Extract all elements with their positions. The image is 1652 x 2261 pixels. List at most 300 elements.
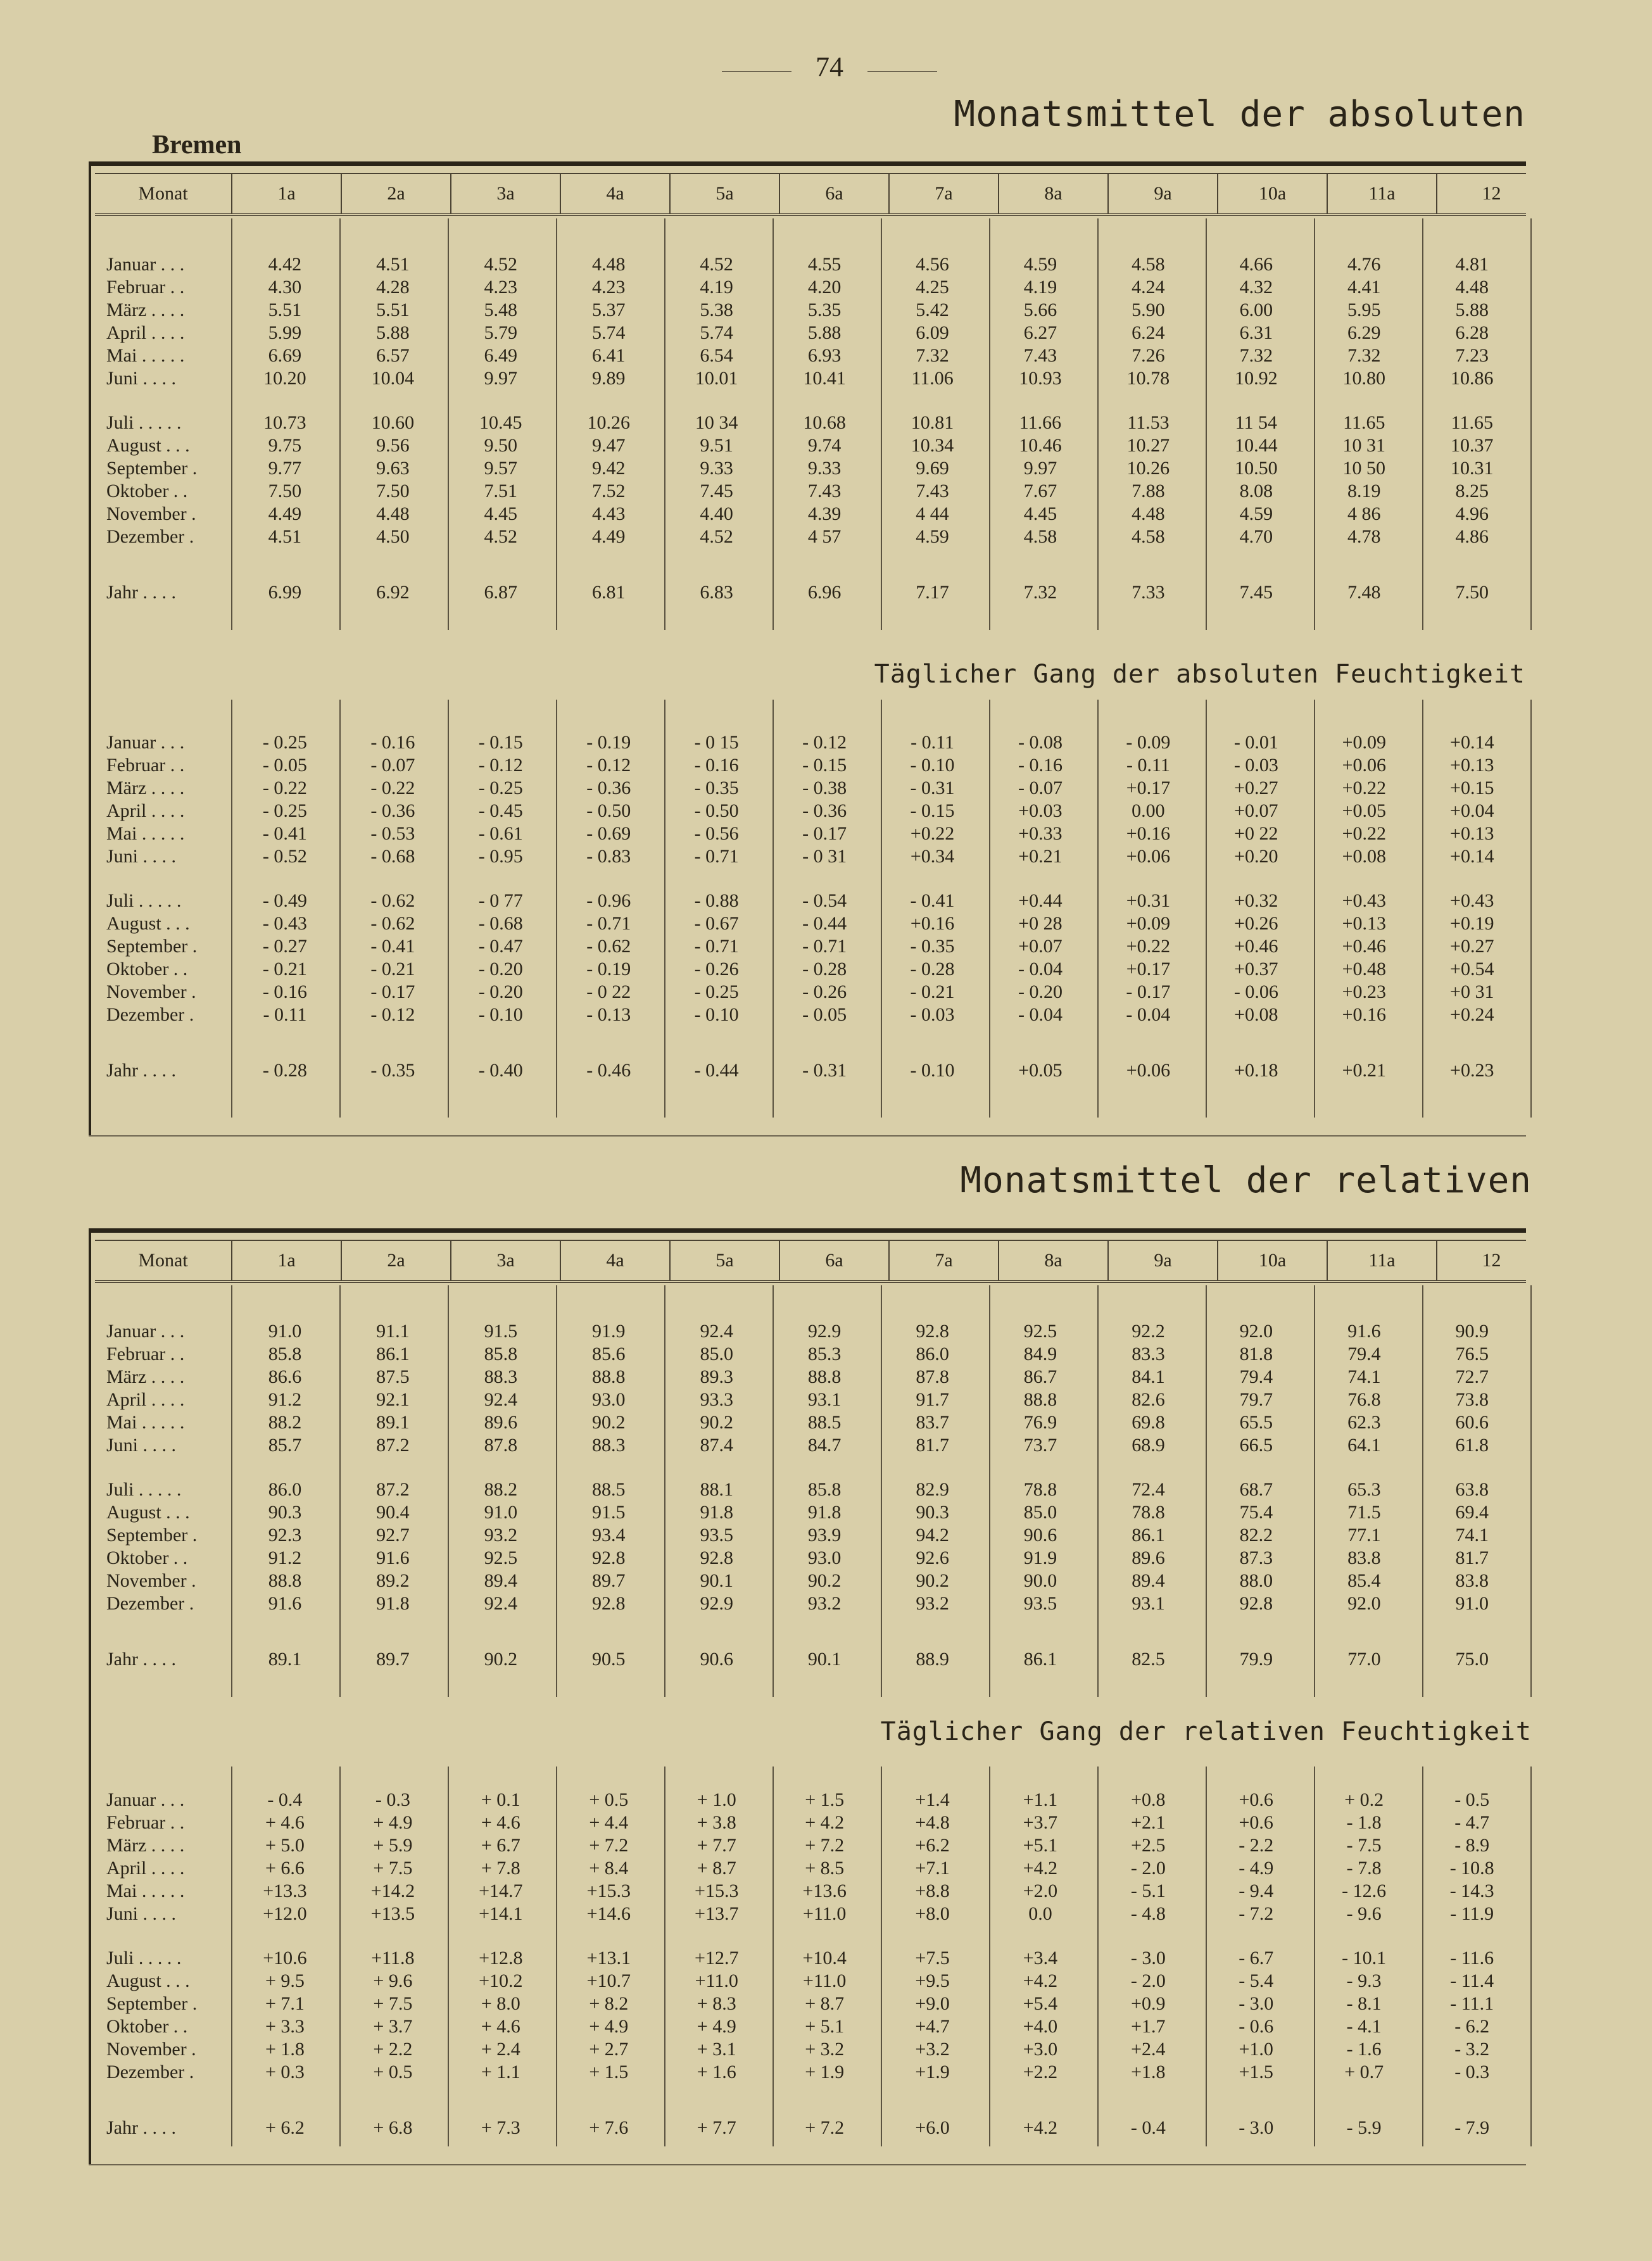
table-cell: +0.19 — [1450, 913, 1494, 934]
table-cell: 74.1 — [1347, 1366, 1381, 1387]
table-cell: +0.16 — [1342, 1004, 1386, 1025]
table-cell: +13.7 — [695, 1903, 739, 1924]
table-cell: - 0.27 — [262, 936, 307, 957]
table-cell: - 0.08 — [1018, 732, 1062, 753]
table-cell: 77.0 — [1347, 1649, 1381, 1670]
table-cell: 92.2 — [1132, 1321, 1165, 1342]
table-cell: 92.5 — [484, 1547, 518, 1568]
table-cell: 92.7 — [376, 1525, 410, 1546]
table-cell: +0.06 — [1126, 1060, 1171, 1081]
table-cell: - 9.3 — [1346, 1970, 1382, 1991]
month-label: Dezember . — [106, 1004, 194, 1025]
table-cell: - 0.35 — [910, 936, 955, 957]
table-cell: 91.5 — [484, 1321, 518, 1342]
table-cell: 10.01 — [695, 368, 738, 389]
table-cell: - 1.8 — [1346, 1812, 1382, 1833]
station-name: Bremen — [152, 130, 242, 160]
table-cell: 74.1 — [1455, 1525, 1489, 1546]
table-cell: 4.52 — [700, 526, 733, 547]
table-cell: 5.74 — [700, 322, 733, 343]
table-cell: - 9.4 — [1239, 1880, 1274, 1901]
table-row — [95, 800, 1526, 822]
table-cell: 92.8 — [592, 1593, 626, 1614]
table-cell: - 0.21 — [370, 959, 415, 979]
table-cell: - 9.6 — [1346, 1903, 1382, 1924]
table-cell: 5.88 — [1455, 299, 1489, 320]
table-cell: 91.2 — [268, 1547, 302, 1568]
table-cell: 88.9 — [916, 1649, 949, 1670]
table-cell: +0.23 — [1450, 1060, 1494, 1081]
table-row — [95, 1811, 1526, 1834]
table-cell: - 0.04 — [1126, 1004, 1171, 1025]
table-cell: +0 31 — [1450, 981, 1494, 1002]
table-cell: - 0.12 — [370, 1004, 415, 1025]
month-label: März . . . . — [106, 1366, 185, 1387]
table-cell: - 5.9 — [1346, 2117, 1382, 2138]
table-cell: - 8.1 — [1346, 1993, 1382, 2014]
table-cell: 9.47 — [591, 435, 626, 456]
table-cell: 90.3 — [268, 1502, 302, 1523]
table-cell: 7.23 — [1455, 345, 1489, 366]
table-row — [95, 1389, 1526, 1411]
column-line — [1530, 1767, 1532, 2146]
month-label: Dezember . — [106, 526, 194, 547]
table-cell: + 7.1 — [265, 1993, 305, 2014]
table-cell: +0.05 — [1018, 1060, 1062, 1081]
table-cell: - 8.9 — [1454, 1835, 1490, 1856]
table-cell: + 8.2 — [589, 1993, 629, 2014]
table-cell: 4.24 — [1132, 277, 1165, 298]
table-cell: 92.9 — [700, 1593, 733, 1614]
table-cell: 10.45 — [479, 412, 522, 433]
table-row — [95, 1592, 1526, 1615]
month-label: Oktober . . — [106, 1547, 188, 1568]
table-cell: 4.39 — [807, 503, 842, 524]
month-label: April . . . . — [106, 322, 185, 343]
month-label: November . — [106, 981, 196, 1002]
spacer-row — [95, 1925, 1526, 1947]
table-row — [95, 457, 1526, 480]
header-row-rel — [95, 1240, 1526, 1283]
month-label: Oktober . . — [106, 959, 188, 979]
table-cell: 8.25 — [1455, 481, 1489, 501]
table-cell: - 0.16 — [262, 981, 307, 1002]
table-cell: - 0.17 — [802, 823, 847, 844]
table-cell: + 1.9 — [805, 2062, 845, 2082]
table-cell: 90.3 — [916, 1502, 949, 1523]
month-label: August . . . — [106, 1502, 190, 1523]
table-cell: - 4.1 — [1346, 2016, 1382, 2037]
table-cell: - 0.05 — [802, 1004, 847, 1025]
table-cell: - 0.04 — [1018, 959, 1062, 979]
table-cell: - 0.13 — [586, 1004, 631, 1025]
table-cell: - 0.45 — [478, 800, 523, 821]
table-cell: 86.6 — [268, 1366, 302, 1387]
table-cell: +7.1 — [915, 1858, 950, 1879]
table-cell: 86.0 — [268, 1479, 302, 1500]
table-cell: 92.4 — [484, 1389, 518, 1410]
table-row — [95, 1947, 1526, 1970]
table-cell: +0.06 — [1126, 846, 1171, 867]
table-cell: 5.95 — [1347, 299, 1381, 320]
table-cell: 85.7 — [268, 1435, 302, 1456]
table-cell: - 0.38 — [802, 778, 847, 798]
month-label: September . — [106, 1525, 198, 1546]
table-cell: - 0.36 — [802, 800, 847, 821]
table-cell: - 0.69 — [586, 823, 631, 844]
table-cell: +0.17 — [1126, 959, 1171, 979]
table-cell: 6.69 — [268, 345, 302, 366]
table-row — [95, 1857, 1526, 1880]
month-label: September . — [106, 458, 198, 479]
table-cell: - 0.26 — [694, 959, 739, 979]
spacer-row — [95, 1615, 1526, 1637]
table-cell: - 11.1 — [1450, 1993, 1494, 2014]
table-cell: - 0.96 — [586, 890, 631, 911]
table-cell: 6.31 — [1239, 322, 1273, 343]
table-cell: 81.7 — [1455, 1547, 1489, 1568]
table-cell: - 0.46 — [586, 1060, 631, 1081]
table-cell: +2.0 — [1023, 1880, 1058, 1901]
table-cell: 10.60 — [371, 412, 415, 433]
table-cell: 4.52 — [484, 526, 518, 547]
header-hour: 4a — [560, 174, 669, 213]
table-row — [95, 754, 1526, 777]
table-cell: 4.59 — [1023, 254, 1057, 275]
header-hour: 8a — [998, 174, 1107, 213]
table-cell: 89.4 — [1132, 1570, 1165, 1591]
table-cell: 82.6 — [1132, 1389, 1165, 1410]
table-cell: 93.2 — [807, 1593, 842, 1614]
table-cell: 68.9 — [1132, 1435, 1165, 1456]
table-cell: + 4.6 — [265, 1812, 305, 1833]
table-cell: + 7.2 — [805, 1835, 845, 1856]
table-cell: 5.74 — [591, 322, 626, 343]
table-cell: - 0.16 — [370, 732, 415, 753]
table-cell: +0.9 — [1131, 1993, 1166, 2014]
table-cell: 84.9 — [1023, 1344, 1057, 1364]
table-cell: +3.7 — [1023, 1812, 1058, 1833]
table-cell: +0.32 — [1234, 890, 1278, 911]
month-label: Februar . . — [106, 277, 185, 298]
table-cell: + 9.5 — [265, 1970, 305, 1991]
table-cell: 78.8 — [1132, 1502, 1165, 1523]
table-cell: +0.27 — [1234, 778, 1278, 798]
table-cell: 7.50 — [376, 481, 410, 501]
table-absolute-monthly — [95, 253, 1526, 604]
table-cell: 90.6 — [1023, 1525, 1057, 1546]
table-cell: 91.9 — [592, 1321, 626, 1342]
table-cell: 7.48 — [1347, 582, 1381, 603]
table-cell: + 0.7 — [1344, 2062, 1384, 2082]
table-cell: 7.51 — [484, 481, 518, 501]
table-cell: 4 57 — [807, 526, 842, 547]
table-cell: 6.92 — [376, 582, 410, 603]
header-hour: 6a — [779, 174, 888, 213]
month-label: Januar . . . — [106, 254, 185, 275]
month-label: Januar . . . — [106, 1789, 185, 1810]
table-cell: - 0.20 — [478, 959, 523, 979]
table-cell: 4.56 — [916, 254, 949, 275]
table-cell: - 0.15 — [910, 800, 955, 821]
table-cell: + 2.7 — [589, 2039, 629, 2060]
table-cell: +0.44 — [1018, 890, 1062, 911]
table-cell: 7.17 — [916, 582, 949, 603]
table-cell: - 0.36 — [370, 800, 415, 821]
table-cell: 4.70 — [1239, 526, 1273, 547]
table-cell: + 5.1 — [805, 2016, 845, 2037]
month-label: Juni . . . . — [106, 1903, 177, 1924]
table-cell: - 0.56 — [694, 823, 739, 844]
table-cell: 9.89 — [591, 368, 626, 389]
table-cell: + 1.8 — [265, 2039, 305, 2060]
table-cell: - 0.15 — [478, 732, 523, 753]
spacer-row — [95, 2084, 1526, 2105]
table-cell: 6.81 — [591, 582, 626, 603]
table-cell: 85.8 — [268, 1344, 302, 1364]
table-cell: 90.5 — [592, 1649, 626, 1670]
table-row — [95, 1048, 1526, 1082]
table-cell: 10.26 — [587, 412, 630, 433]
bottom-rule — [89, 2164, 1526, 2165]
table-cell: +0.46 — [1342, 936, 1386, 957]
table-cell: - 0.41 — [370, 936, 415, 957]
table-cell: 92.9 — [807, 1321, 842, 1342]
table-cell: + 1.5 — [589, 2062, 629, 2082]
table-cell: + 5.9 — [373, 1835, 413, 1856]
table-cell: - 0.21 — [262, 959, 307, 979]
table-cell: 91.7 — [916, 1389, 949, 1410]
table-cell: +11.0 — [803, 1903, 847, 1924]
spacer-row — [95, 548, 1526, 570]
table-cell: 61.8 — [1455, 1435, 1489, 1456]
table-cell: - 6.2 — [1454, 2016, 1490, 2037]
table-cell: 4.55 — [807, 254, 842, 275]
header-hour: 12 — [1436, 1241, 1546, 1280]
table-cell: 5.51 — [268, 299, 302, 320]
table-row — [95, 2015, 1526, 2038]
table-cell: +9.0 — [915, 1993, 950, 2014]
table-cell: - 0.22 — [370, 778, 415, 798]
table-cell: 4.59 — [916, 526, 949, 547]
table-cell: 4.19 — [700, 277, 733, 298]
table-cell: +0.43 — [1450, 890, 1494, 911]
table-cell: +13.5 — [370, 1903, 415, 1924]
table-cell: 4.20 — [807, 277, 842, 298]
table-row — [95, 1343, 1526, 1366]
table-cell: 94.2 — [916, 1525, 949, 1546]
table-cell: 90.2 — [700, 1412, 733, 1433]
table-cell: 89.6 — [484, 1412, 518, 1433]
table-cell: 10.78 — [1126, 368, 1170, 389]
table-cell: 63.8 — [1455, 1479, 1489, 1500]
spacer-row — [95, 1457, 1526, 1478]
table-row — [95, 1434, 1526, 1457]
table-cell: 86.7 — [1023, 1366, 1057, 1387]
table-cell: +4.7 — [915, 2016, 950, 2037]
table-cell: +0.06 — [1342, 755, 1386, 776]
table-cell: 83.8 — [1455, 1570, 1489, 1591]
table-cell: 90.2 — [916, 1570, 949, 1591]
table-cell: 11 54 — [1235, 412, 1278, 433]
table-cell: - 0.5 — [1454, 1789, 1490, 1810]
table-cell: + 8.3 — [697, 1993, 736, 2014]
table-row — [95, 1970, 1526, 1993]
header-hour: 7a — [888, 1241, 998, 1280]
table-cell: 8.08 — [1239, 481, 1273, 501]
table-row — [95, 1366, 1526, 1389]
table-cell: 5.90 — [1132, 299, 1165, 320]
table-cell: 9.57 — [484, 458, 518, 479]
table-row — [95, 2038, 1526, 2061]
month-label: August . . . — [106, 913, 190, 934]
left-rule — [89, 1228, 91, 2165]
month-label: Februar . . — [106, 1344, 185, 1364]
table-cell: 6.54 — [700, 345, 733, 366]
table-cell: +15.3 — [695, 1880, 739, 1901]
table-cell: 92.8 — [916, 1321, 949, 1342]
table-row — [95, 503, 1526, 526]
table-cell: 93.9 — [807, 1525, 842, 1546]
month-label: November . — [106, 2039, 196, 2060]
table-cell: 7.32 — [1239, 345, 1273, 366]
table-cell: - 0 22 — [586, 981, 631, 1002]
table-cell: 9.33 — [807, 458, 842, 479]
spacer-row — [95, 390, 1526, 412]
table-cell: + 6.2 — [265, 2117, 305, 2138]
table-cell: + 0.1 — [481, 1789, 520, 1810]
table-row — [95, 253, 1526, 276]
table-cell: + 9.6 — [373, 1970, 413, 1991]
table-cell: - 0.17 — [370, 981, 415, 1002]
month-label: April . . . . — [106, 1858, 185, 1879]
table-cell: 4.58 — [1023, 526, 1057, 547]
table-cell: + 3.3 — [265, 2016, 305, 2037]
table-cell: 4.86 — [1455, 526, 1489, 547]
table-cell: 4.48 — [591, 254, 626, 275]
table-cell: 78.8 — [1023, 1479, 1057, 1500]
table-row — [95, 890, 1526, 912]
month-label: Juni . . . . — [106, 846, 177, 867]
table-cell: +0.6 — [1239, 1789, 1273, 1810]
table-cell: 91.9 — [1023, 1547, 1057, 1568]
table-cell: +0.13 — [1450, 823, 1494, 844]
table-cell: 9.97 — [484, 368, 518, 389]
table-cell: 92.0 — [1239, 1321, 1273, 1342]
table-cell: 4.25 — [916, 277, 949, 298]
header-hour: 7a — [888, 174, 998, 213]
table-relative-daily-course — [95, 1789, 1526, 2139]
table-cell: - 0.16 — [694, 755, 739, 776]
month-label: Juli . . . . . — [106, 412, 182, 433]
table-cell: 89.7 — [376, 1649, 410, 1670]
table-cell: 10.86 — [1451, 368, 1494, 389]
table-cell: 4 44 — [916, 503, 949, 524]
table-cell: 91.0 — [1455, 1593, 1489, 1614]
table-cell: 89.1 — [376, 1412, 410, 1433]
spacer-row — [95, 868, 1526, 890]
table-cell: - 0.40 — [478, 1060, 523, 1081]
table-cell: - 0.71 — [586, 913, 631, 934]
table-row — [95, 1570, 1526, 1592]
table-cell: 5.48 — [484, 299, 518, 320]
table-cell: +0.18 — [1234, 1060, 1278, 1081]
table-cell: + 6.7 — [481, 1835, 520, 1856]
table-cell: + 4.9 — [697, 2016, 736, 2037]
table-cell: 7.50 — [1455, 582, 1489, 603]
table-cell: +1.4 — [915, 1789, 950, 1810]
table-row — [95, 1320, 1526, 1343]
month-label: April . . . . — [106, 1389, 185, 1410]
header-hour: 2a — [341, 174, 450, 213]
table-cell: 92.8 — [700, 1547, 733, 1568]
table-cell: 86.1 — [1023, 1649, 1057, 1670]
table-cell: - 0.83 — [586, 846, 631, 867]
table-cell: 9.77 — [268, 458, 302, 479]
table-cell: 76.9 — [1023, 1412, 1057, 1433]
table-cell: - 0.28 — [910, 959, 955, 979]
table-cell: 77.1 — [1347, 1525, 1381, 1546]
table-cell: - 0.54 — [802, 890, 847, 911]
table-cell: 75.4 — [1239, 1502, 1273, 1523]
table-cell: - 5.1 — [1130, 1880, 1166, 1901]
table-cell: + 8.5 — [805, 1858, 845, 1879]
table-cell: 10 50 — [1342, 458, 1386, 479]
table-cell: 5.35 — [807, 299, 842, 320]
table-cell: 85.0 — [700, 1344, 733, 1364]
table-cell: +0.48 — [1342, 959, 1386, 979]
table-cell: 86.1 — [376, 1344, 410, 1364]
table-cell: - 0.11 — [263, 1004, 307, 1025]
table-cell: 85.6 — [592, 1344, 626, 1364]
table-cell: 88.8 — [807, 1366, 842, 1387]
table-cell: 4.23 — [591, 277, 626, 298]
table-cell: 10.41 — [803, 368, 846, 389]
left-rule — [89, 161, 91, 1137]
table-cell: +0.8 — [1131, 1789, 1166, 1810]
table-cell: - 3.0 — [1239, 1993, 1274, 2014]
table-cell: - 11.4 — [1450, 1970, 1494, 1991]
header-hour: 3a — [450, 1241, 560, 1280]
table-cell: +0.46 — [1234, 936, 1278, 957]
month-label: Mai . . . . . — [106, 345, 185, 366]
table-cell: 4.45 — [484, 503, 518, 524]
table-cell: - 0.10 — [910, 1060, 955, 1081]
table-cell: + 0.3 — [265, 2062, 305, 2082]
table-cell: + 2.2 — [373, 2039, 413, 2060]
table-cell: - 7.2 — [1239, 1903, 1274, 1924]
table-cell: 9.69 — [916, 458, 949, 479]
table-cell: - 10.1 — [1342, 1948, 1387, 1968]
header-hour: 9a — [1107, 1241, 1217, 1280]
table-cell: - 0.17 — [1126, 981, 1171, 1002]
table-cell: 5.37 — [591, 299, 626, 320]
table-cell: +12.7 — [695, 1948, 739, 1968]
table-row — [95, 1004, 1526, 1026]
table-cell: - 0.35 — [694, 778, 739, 798]
table-cell: +0.07 — [1018, 936, 1062, 957]
table-cell: +0.07 — [1234, 800, 1278, 821]
table-cell: 93.0 — [592, 1389, 626, 1410]
table-row — [95, 480, 1526, 503]
table-cell: 87.3 — [1239, 1547, 1273, 1568]
table-cell: 60.6 — [1455, 1412, 1489, 1433]
table-cell: 4.45 — [1023, 503, 1057, 524]
table-cell: - 0.68 — [370, 846, 415, 867]
table-cell: 7.43 — [916, 481, 949, 501]
table-cell: - 3.0 — [1130, 1948, 1166, 1968]
table-cell: + 6.8 — [373, 2117, 413, 2138]
